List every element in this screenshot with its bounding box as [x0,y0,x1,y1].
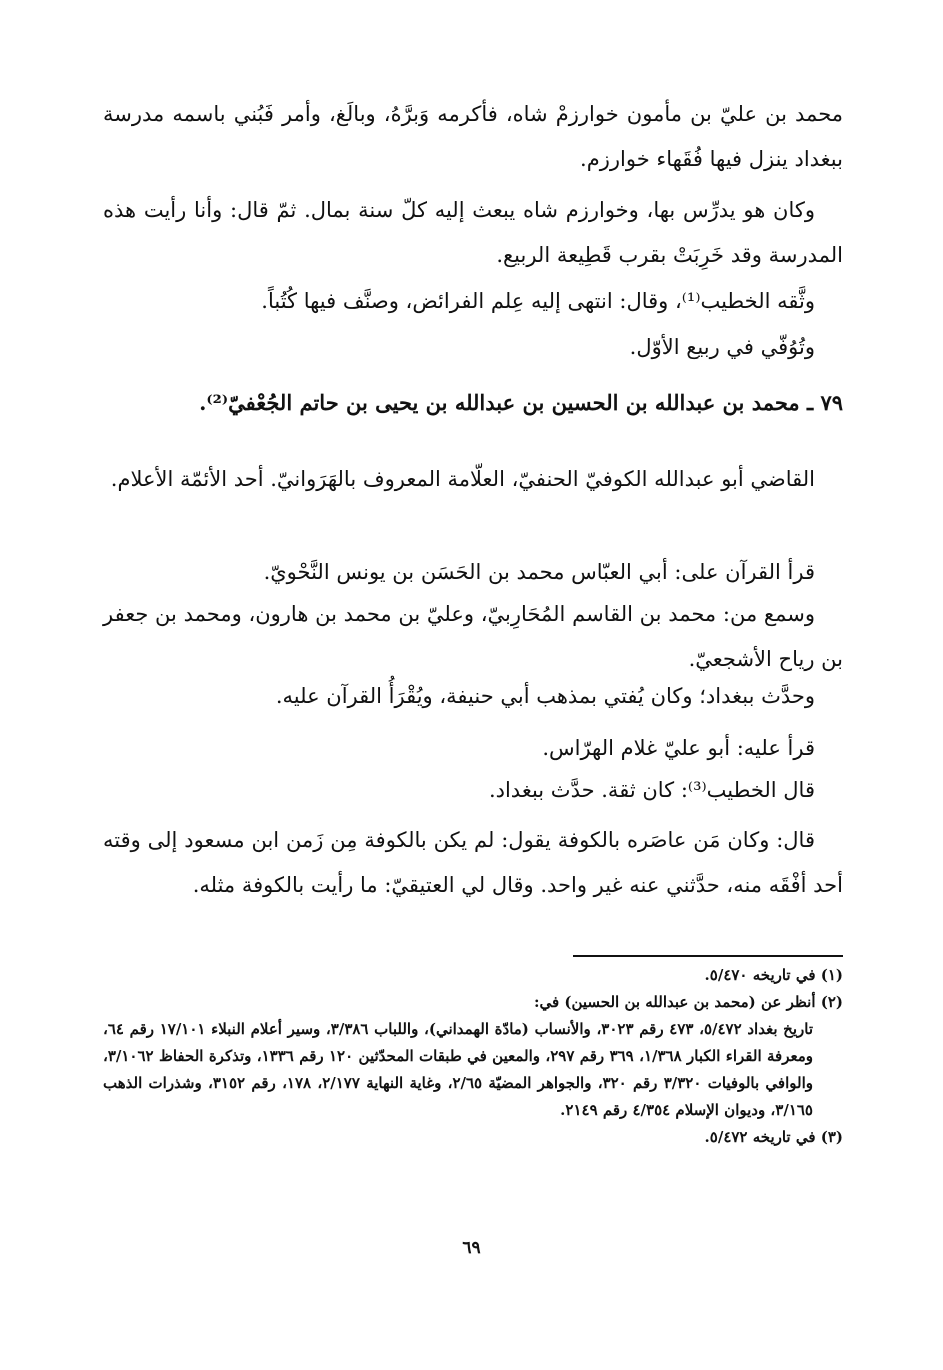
footnote-divider [573,955,843,957]
footnote-1: (١) في تاريخه ٥/٤٧٠. [704,966,843,984]
footnote-2-body: تاريخ بغداد ٥/٤٧٢، ٤٧٣ رقم ٣٠٢٣، والأنساب (مادّة الهمداني)، واللباب ٣/٣٨٦، وسير أعلام النبلاء ١٧/١٠١ رقم ٦٤، ومعرفة القراء الكبار ١/٣٦٨، ٣٦٩ رقم ٢٩٧، والمعين في طبقات المحدّثين ١٢٠ رقم ١٣٣٦، وتذكرة الحفاظ ٣/١٠٦٢، والوافي بالوفيات ٣/٣٢٠ رقم ٣٢٠، والجواهر المضيّة ٢/٦٥، وغاية النهاية ٢/١٧٧، ١٧٨، رقم ٣١٥٢، وشذرات الذهب ٣/١٦٥، وديوان الإسلام ٤/٣٥٤ رقم ٢١٤٩. [103,1020,814,1119]
paragraph-samaa: وسمع من: محمد بن القاسم المُحَارِبيّ، وعليّ بن محمد بن هارون، ومحمد بن جعفر بن رياح الأشجعيّ. [103,602,843,671]
paragraph-madrasa: وكان هو يدرِّس بها، وخوارزم شاه يبعث إليه كلّ سنة بمال. ثمّ قال: وأنا رأيت هذه المدرسة وقد خَرِبَتْ بقرب قَطِيعة الربيع. [103,198,843,267]
page-number: ٦٩ [462,1238,481,1258]
paragraph-khatib: قال الخطيب⁽³⁾: كان ثقة. حدَّث ببغداد. [488,778,815,802]
paragraph-tawthiq: وثَّقه الخطيب⁽¹⁾، وقال: انتهى إليه عِلم الفرائض، وصنَّف فيها كُتُباً. [261,289,815,313]
footnote-2-title: (٢) أنظر عن (محمد بن عبدالله بن الحسين) في: [533,993,843,1011]
paragraph-qiraa: قرأ القرآن على: أبي العبّاس محمد بن الحَسَن بن يونس النَّحْويّ. [263,560,815,584]
paragraph-death: وتُوُفّي في ربيع الأوّل. [629,335,815,359]
paragraph-students: قرأ عليه: أبو عليّ غلام الهرّاس. [542,736,815,760]
paragraph-praise: قال: وكان مَن عاصَره بالكوفة يقول: لم يكن بالكوفة مِن زَمن ابن مسعود إلى وقته أحد أفْقَه منه، حدَّثني عنه غير واحد. وقال لي العتيقيّ: ما رأيت بالكوفة مثله. [103,828,843,897]
paragraph-continuation: محمد بن عليّ بن مأمون خوارزمْ شاه، فأكرمه وَبرَّهُ، وبالَغ، وأمر فَبُني باسمه مدرسة ببغداد ينزل فيها فُقَهاء خوارزم. [103,102,843,171]
footnotes [103,962,843,1151]
entry-heading: ٧٩ ـ محمد بن عبدالله بن الحسين بن عبدالله بن يحيى بن حاتم الجُعْفيّ⁽²⁾. [199,390,843,415]
paragraph-hadith: وحدَّث ببغداد؛ وكان يُفتي بمذهب أبي حنيفة، ويُقْرَأُ القرآن عليه. [275,684,815,708]
paragraph-biography: القاضي أبو عبدالله الكوفيّ الحنفيّ، العلّامة المعروف بالهَرَوانيّ. أحد الأئمّة الأعلام. [110,467,815,491]
footnote-3: (٣) في تاريخه ٥/٤٧٢. [704,1128,843,1146]
